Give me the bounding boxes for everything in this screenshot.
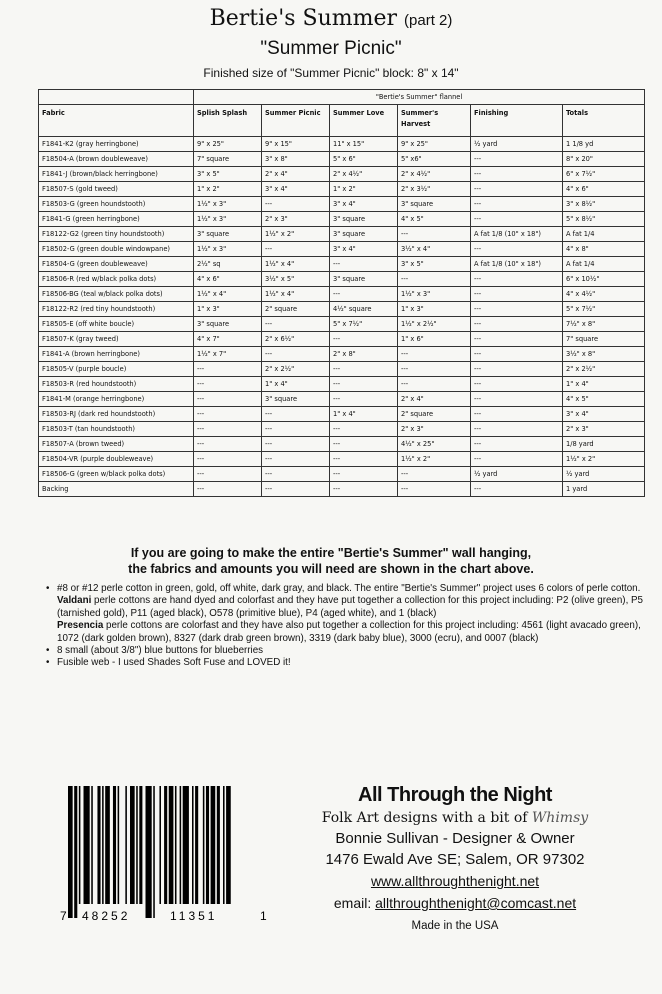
fabric-amount-cell: 1" x 3" <box>398 302 471 317</box>
fabric-amount-cell: --- <box>471 392 563 407</box>
fabric-name-cell: F1841-A (brown herringbone) <box>39 347 194 362</box>
fabric-amount-cell: 1" x 4" <box>563 377 645 392</box>
fabric-amount-cell: --- <box>330 452 398 467</box>
fabric-amount-cell: 3" x 5" <box>398 257 471 272</box>
fabric-row <box>39 197 645 212</box>
fabric-amount-cell: 1½" x 2" <box>398 452 471 467</box>
fabric-name-cell: F18504-G (green doubleweave) <box>39 257 194 272</box>
brand-label: Presencia <box>57 620 104 632</box>
fabric-amount-cell: 1½" x 3" <box>194 212 262 227</box>
fabric-amount-cell: --- <box>194 482 262 497</box>
fabric-name-cell: F18507-A (brown tweed) <box>39 437 194 452</box>
fabric-amount-cell: --- <box>330 287 398 302</box>
supply-text: perle cottons are hand dyed and colorfast and they have put together a collection for this project including: P2 (olive green), P5 (tarnished gold), P11 (aged black), O578 (primitive blue), P4 (aged white), and 1 (black) <box>57 595 643 619</box>
fabric-amount-cell: 6" x 10½" <box>563 272 645 287</box>
fabric-amount-cell: 4" x 5" <box>398 212 471 227</box>
fabric-row <box>39 182 645 197</box>
fabric-row <box>39 227 645 242</box>
fabric-amount-cell: 2" x 2½" <box>262 362 330 377</box>
fabric-name-cell: F18506-R (red w/black polka dots) <box>39 272 194 287</box>
fabric-amount-cell: 3" x 4" <box>563 407 645 422</box>
supply-item-fusible <box>44 657 644 669</box>
barcode-bar <box>183 786 189 904</box>
fabric-amount-cell: 2" x 4" <box>262 167 330 182</box>
fabric-amount-cell: 2½" sq <box>194 257 262 272</box>
fabric-row <box>39 377 645 392</box>
barcode-bar <box>153 786 155 918</box>
fabric-amount-cell: 9" x 15" <box>262 137 330 152</box>
barcode-bar <box>217 786 220 904</box>
fabric-row <box>39 482 645 497</box>
fabric-row <box>39 242 645 257</box>
fabric-amount-cell: 3" x 4" <box>330 242 398 257</box>
fabric-amount-cell: --- <box>330 377 398 392</box>
fabric-amount-cell: 2" x 2½" <box>563 362 645 377</box>
fabric-amount-cell: --- <box>262 482 330 497</box>
fabric-amount-cell: 4" x 4½" <box>563 287 645 302</box>
fabric-amount-cell: 3" square <box>194 317 262 332</box>
fabric-amount-cell: --- <box>330 482 398 497</box>
fabric-amount-cell: --- <box>262 452 330 467</box>
fabric-amount-cell: 1½" x 7" <box>194 347 262 362</box>
fabric-name-cell: F1841-M (orange herringbone) <box>39 392 194 407</box>
fabric-amount-cell: --- <box>330 257 398 272</box>
company-owner: Bonnie Sullivan - Designer & Owner <box>335 830 575 847</box>
fabric-row <box>39 392 645 407</box>
fabric-amount-cell: 1½" x 3" <box>398 287 471 302</box>
fabric-amount-cell: --- <box>471 212 563 227</box>
barcode-bar <box>195 786 198 904</box>
fabric-amount-cell: 2" x 3½" <box>398 182 471 197</box>
fabric-amount-cell: --- <box>330 422 398 437</box>
fabric-row <box>39 422 645 437</box>
fabric-amount-cell: 3" x 8" <box>262 152 330 167</box>
fabric-amount-cell: --- <box>398 482 471 497</box>
fabric-amount-cell: --- <box>398 347 471 362</box>
finished-size-note: Finished size of "Summer Picnic" block: 8" x 14" <box>203 66 459 80</box>
fabric-amount-cell: --- <box>194 392 262 407</box>
fabric-name-cell: F18506-G (green w/black polka dots) <box>39 467 194 482</box>
fabric-chart-body <box>39 137 645 497</box>
fabric-row <box>39 137 645 152</box>
fabric-amount-cell: 7" square <box>563 332 645 347</box>
fabric-row <box>39 347 645 362</box>
fabric-amount-cell: 5" x6" <box>398 152 471 167</box>
fabric-amount-cell: A fat 1/4 <box>563 227 645 242</box>
column-header: Summer Picnic <box>262 105 330 137</box>
block-subtitle: "Summer Picnic" <box>260 38 402 59</box>
barcode-bar <box>118 786 120 904</box>
fabric-amount-cell: --- <box>194 467 262 482</box>
fabric-amount-cell: --- <box>262 467 330 482</box>
fabric-row <box>39 152 645 167</box>
fabric-amount-cell: 1" x 2" <box>194 182 262 197</box>
fabric-amount-cell: 5" x 7½" <box>330 317 398 332</box>
barcode-bars <box>68 786 231 918</box>
fabric-amount-cell: ½ yard <box>471 137 563 152</box>
fabric-row <box>39 332 645 347</box>
barcode-left-digits: 48252 <box>82 909 131 923</box>
fabric-amount-cell: 1½" x 2½" <box>398 317 471 332</box>
fabric-row <box>39 467 645 482</box>
barcode <box>60 786 268 926</box>
fabric-amount-cell: --- <box>471 317 563 332</box>
fabric-amount-cell: 3" x 5" <box>194 167 262 182</box>
fabric-amount-cell: 2" x 6½" <box>262 332 330 347</box>
column-header: Summer's Harvest <box>398 105 471 137</box>
fabric-name-cell: F1841-J (brown/black herringbone) <box>39 167 194 182</box>
fabric-amount-cell: --- <box>262 242 330 257</box>
fabric-amount-cell: --- <box>471 377 563 392</box>
fabric-amount-cell: 2" x 4½" <box>330 167 398 182</box>
company-block <box>290 782 620 936</box>
fabric-amount-cell: --- <box>330 392 398 407</box>
fabric-amount-cell: --- <box>262 197 330 212</box>
fabric-row <box>39 302 645 317</box>
fabric-amount-cell: 5" x 6" <box>330 152 398 167</box>
fabric-name-cell: F18122-G2 (green tiny houndstooth) <box>39 227 194 242</box>
fabric-amount-cell: --- <box>194 377 262 392</box>
fabric-amount-cell: 1½" x 4" <box>194 287 262 302</box>
fabric-amount-cell: 2" x 8" <box>330 347 398 362</box>
fabric-amount-cell: 2" square <box>398 407 471 422</box>
fabric-amount-cell: 5" x 8½" <box>563 212 645 227</box>
fabric-amount-cell: 4" x 6" <box>194 272 262 287</box>
fabric-row <box>39 287 645 302</box>
fabric-amount-cell: 3" x 4" <box>262 182 330 197</box>
barcode-bar <box>226 786 231 904</box>
company-address: 1476 Ewald Ave SE; Salem, OR 97302 <box>325 851 585 868</box>
fabric-amount-cell: --- <box>330 467 398 482</box>
fabric-row <box>39 272 645 287</box>
fabric-amount-cell: 2" x 4½" <box>398 167 471 182</box>
barcode-bar <box>146 786 152 918</box>
fabric-amount-cell: --- <box>471 197 563 212</box>
fabric-name-cell: F18507-S (gold tweed) <box>39 182 194 197</box>
fabric-amount-cell: --- <box>398 272 471 287</box>
fabric-amount-cell: --- <box>398 467 471 482</box>
fabric-amount-cell: 4" x 6" <box>563 182 645 197</box>
fabric-amount-cell: 1½" x 4" <box>262 257 330 272</box>
fabric-amount-cell: 1½" x 4" <box>262 287 330 302</box>
fabric-amount-cell: 4½" x 25" <box>398 437 471 452</box>
fabric-amount-cell: --- <box>471 422 563 437</box>
company-tagline <box>290 808 620 828</box>
wall-hanging-notice <box>70 545 592 577</box>
barcode-bar <box>203 786 205 904</box>
column-header: Fabric <box>39 105 194 137</box>
barcode-bar <box>84 786 90 904</box>
fabric-amount-cell: A fat 1/8 (10" x 18") <box>471 257 563 272</box>
fabric-amount-cell: --- <box>398 362 471 377</box>
barcode-bar <box>180 786 182 904</box>
barcode-bar <box>164 786 167 904</box>
barcode-bar <box>79 786 81 904</box>
notice-line: the fabrics and amounts you will need are shown in the chart above. <box>128 562 534 576</box>
fabric-amount-cell: --- <box>471 362 563 377</box>
fabric-row <box>39 437 645 452</box>
fabric-amount-cell: 3½" x 4" <box>398 242 471 257</box>
supply-text: perle cottons are colorfast and they have also put together a collection for this project including: 4561 (light avacado green), 1072 (dark golden brown), 8327 (dark drab green brown), 3319 (dark baby blue), 3000 (ecru), and 0007 (black) <box>57 620 641 644</box>
barcode-bar <box>102 786 104 904</box>
fabric-amount-cell: 1½" x 2" <box>262 227 330 242</box>
fabric-amount-cell: 9" x 25" <box>194 137 262 152</box>
fabric-name-cell: F18122-R2 (red tiny houndstooth) <box>39 302 194 317</box>
barcode-bar <box>169 786 174 904</box>
fabric-amount-cell: 5" x 7½" <box>563 302 645 317</box>
fabric-name-cell: Backing <box>39 482 194 497</box>
fabric-amount-cell: 1" x 3" <box>194 302 262 317</box>
fabric-name-cell: F18504-VR (purple doubleweave) <box>39 452 194 467</box>
fabric-amount-cell: 1½" x 3" <box>194 197 262 212</box>
barcode-bar <box>136 786 138 904</box>
fabric-amount-cell: 4½" square <box>330 302 398 317</box>
notice-line: If you are going to make the entire "Bertie's Summer" wall hanging, <box>130 546 532 560</box>
fabric-chart-group-heading: "Bertie's Summer" flannel <box>194 90 645 105</box>
fabric-amount-cell: --- <box>471 347 563 362</box>
fabric-amount-cell: 6" x 7½" <box>563 167 645 182</box>
company-website-link[interactable]: www.allthroughthenight.net <box>370 873 540 889</box>
fabric-amount-cell: --- <box>471 242 563 257</box>
barcode-bar <box>97 786 100 904</box>
fabric-amount-cell: --- <box>194 437 262 452</box>
fabric-amount-cell: --- <box>262 437 330 452</box>
fabric-amount-cell: 1 1/8 yd <box>563 137 645 152</box>
company-email <box>290 892 620 914</box>
supply-note-valdani <box>44 595 644 620</box>
fabric-name-cell: F18502-G (green double windowpane) <box>39 242 194 257</box>
fabric-amount-cell: --- <box>398 227 471 242</box>
fabric-amount-cell: 8" x 20" <box>563 152 645 167</box>
barcode-bar <box>68 786 73 918</box>
fabric-amount-cell: 1 yard <box>563 482 645 497</box>
barcode-bar <box>125 786 127 904</box>
fabric-amount-cell: 11" x 15" <box>330 137 398 152</box>
fabric-name-cell: F18503-R (red houndstooth) <box>39 377 194 392</box>
email-label: email: <box>333 895 372 911</box>
fabric-amount-cell: --- <box>471 167 563 182</box>
fabric-amount-cell: --- <box>262 347 330 362</box>
fabric-amount-cell: --- <box>471 482 563 497</box>
barcode-tail-digit: 1 <box>260 909 267 923</box>
barcode-bar <box>192 786 194 904</box>
fabric-amount-cell: --- <box>330 437 398 452</box>
fabric-amount-cell: ½ yard <box>563 467 645 482</box>
fabric-amount-cell: --- <box>194 452 262 467</box>
fabric-amount-cell: 4" x 7" <box>194 332 262 347</box>
fabric-name-cell: F18503-T (tan houndstooth) <box>39 422 194 437</box>
fabric-name-cell: F1841-K2 (gray herringbone) <box>39 137 194 152</box>
fabric-chart-blank-corner <box>39 90 194 105</box>
fabric-amount-cell: 1" x 4" <box>262 377 330 392</box>
fabric-amount-cell: --- <box>471 182 563 197</box>
brand-label: Valdani <box>57 595 92 607</box>
fabric-amount-cell: 3" x 4" <box>330 197 398 212</box>
fabric-amount-cell: 7½" x 8" <box>563 317 645 332</box>
fabric-name-cell: F18504-A (brown doubleweave) <box>39 152 194 167</box>
fabric-amount-cell: --- <box>471 272 563 287</box>
barcode-bar <box>91 786 93 904</box>
title-part: (part 2) <box>404 12 453 29</box>
fabric-amount-cell: 3" square <box>330 212 398 227</box>
fabric-amount-cell: 3½" x 8" <box>563 347 645 362</box>
fabric-row <box>39 452 645 467</box>
barcode-bar <box>223 786 225 904</box>
fabric-amount-cell: --- <box>398 377 471 392</box>
supply-text: Fusible web - I used Shades Soft Fuse and LOVED it! <box>57 657 291 669</box>
fabric-amount-cell: 3½" x 5" <box>262 272 330 287</box>
fabric-amount-cell: --- <box>194 422 262 437</box>
barcode-bar <box>105 786 110 904</box>
fabric-amount-cell: 3" square <box>194 227 262 242</box>
column-header: Finishing <box>471 105 563 137</box>
fabric-amount-cell: 9" x 25" <box>398 137 471 152</box>
fabric-amount-cell: 3" square <box>330 227 398 242</box>
fabric-amount-cell: --- <box>262 407 330 422</box>
tagline-text: Folk Art designs with a bit of <box>321 810 528 826</box>
fabric-amount-cell: 2" x 3" <box>262 212 330 227</box>
supply-note-presencia <box>44 620 644 645</box>
barcode-bar <box>211 786 216 904</box>
company-name: All Through the Night <box>358 784 552 806</box>
fabric-amount-cell: 1/8 yard <box>563 437 645 452</box>
supply-text: #8 or #12 perle cotton in green, gold, off white, dark gray, and black. The entire "Bertie's Summer" project uses 6 colors of perle cotton. <box>57 583 641 594</box>
fabric-amount-cell: A fat 1/8 (10" x 18") <box>471 227 563 242</box>
fabric-amount-cell: 4" x 8" <box>563 242 645 257</box>
column-header: Splish Splash <box>194 105 262 137</box>
fabric-amount-cell: 1" x 4" <box>330 407 398 422</box>
supply-item-perle <box>44 583 644 595</box>
fabric-amount-cell: --- <box>471 437 563 452</box>
fabric-amount-cell: --- <box>471 302 563 317</box>
fabric-amount-cell: 2" x 3" <box>398 422 471 437</box>
fabric-name-cell: F18503-RJ (dark red houndstooth) <box>39 407 194 422</box>
supply-list <box>44 583 644 670</box>
fabric-chart <box>38 89 645 497</box>
barcode-bar <box>130 786 135 904</box>
fabric-row <box>39 317 645 332</box>
barcode-bar <box>74 786 77 918</box>
barcode-bar <box>113 786 116 904</box>
fabric-amount-cell: 1" x 2" <box>330 182 398 197</box>
fabric-amount-cell: 1½" x 3" <box>194 242 262 257</box>
fabric-amount-cell: --- <box>330 362 398 377</box>
fabric-amount-cell: --- <box>262 422 330 437</box>
fabric-amount-cell: --- <box>194 407 262 422</box>
fabric-amount-cell: 4" x 5" <box>563 392 645 407</box>
supply-item-buttons <box>44 645 644 657</box>
fabric-amount-cell: 1" x 6" <box>398 332 471 347</box>
fabric-row <box>39 212 645 227</box>
email-link[interactable]: allthroughthenight@comcast.net <box>375 895 577 911</box>
fabric-name-cell: F18505-E (off white boucle) <box>39 317 194 332</box>
made-in-label: Made in the USA <box>411 920 499 932</box>
fabric-amount-cell: --- <box>262 317 330 332</box>
pattern-title <box>0 6 662 34</box>
fabric-amount-cell: --- <box>471 152 563 167</box>
fabric-amount-cell: 1½" x 2" <box>563 452 645 467</box>
fabric-amount-cell: 7" square <box>194 152 262 167</box>
title-text: Bertie's Summer <box>209 6 398 31</box>
barcode-bar <box>175 786 177 904</box>
fabric-amount-cell: --- <box>194 362 262 377</box>
column-header: Totals <box>563 105 645 137</box>
fabric-amount-cell: --- <box>471 332 563 347</box>
fabric-name-cell: F18505-V (purple boucle) <box>39 362 194 377</box>
barcode-bar <box>139 786 142 904</box>
fabric-amount-cell: 3" square <box>330 272 398 287</box>
barcode-right-digits: 11351 <box>170 909 218 923</box>
fabric-amount-cell: 3" x 8½" <box>563 197 645 212</box>
barcode-bar <box>206 786 209 904</box>
fabric-row <box>39 167 645 182</box>
tagline-whimsy: Whimsy <box>531 810 589 826</box>
fabric-name-cell: F18503-G (green houndstooth) <box>39 197 194 212</box>
fabric-amount-cell: --- <box>471 452 563 467</box>
fabric-row <box>39 362 645 377</box>
fabric-name-cell: F18506-BG (teal w/black polka dots) <box>39 287 194 302</box>
fabric-amount-cell: --- <box>471 287 563 302</box>
fabric-amount-cell: 2" x 4" <box>398 392 471 407</box>
fabric-row <box>39 257 645 272</box>
fabric-amount-cell: --- <box>471 407 563 422</box>
fabric-row <box>39 407 645 422</box>
barcode-lead-digit: 7 <box>60 909 67 923</box>
barcode-bar <box>159 786 161 904</box>
column-header: Summer Love <box>330 105 398 137</box>
fabric-name-cell: F1841-G (green herringbone) <box>39 212 194 227</box>
fabric-amount-cell: 2" x 3" <box>563 422 645 437</box>
fabric-amount-cell: 2" square <box>262 302 330 317</box>
fabric-amount-cell: 3" square <box>262 392 330 407</box>
fabric-amount-cell: --- <box>330 332 398 347</box>
supply-text: 8 small (about 3/8") blue buttons for blueberries <box>57 645 264 657</box>
fabric-amount-cell: 3" square <box>398 197 471 212</box>
fabric-name-cell: F18507-K (gray tweed) <box>39 332 194 347</box>
fabric-amount-cell: A fat 1/4 <box>563 257 645 272</box>
fabric-amount-cell: ½ yard <box>471 467 563 482</box>
